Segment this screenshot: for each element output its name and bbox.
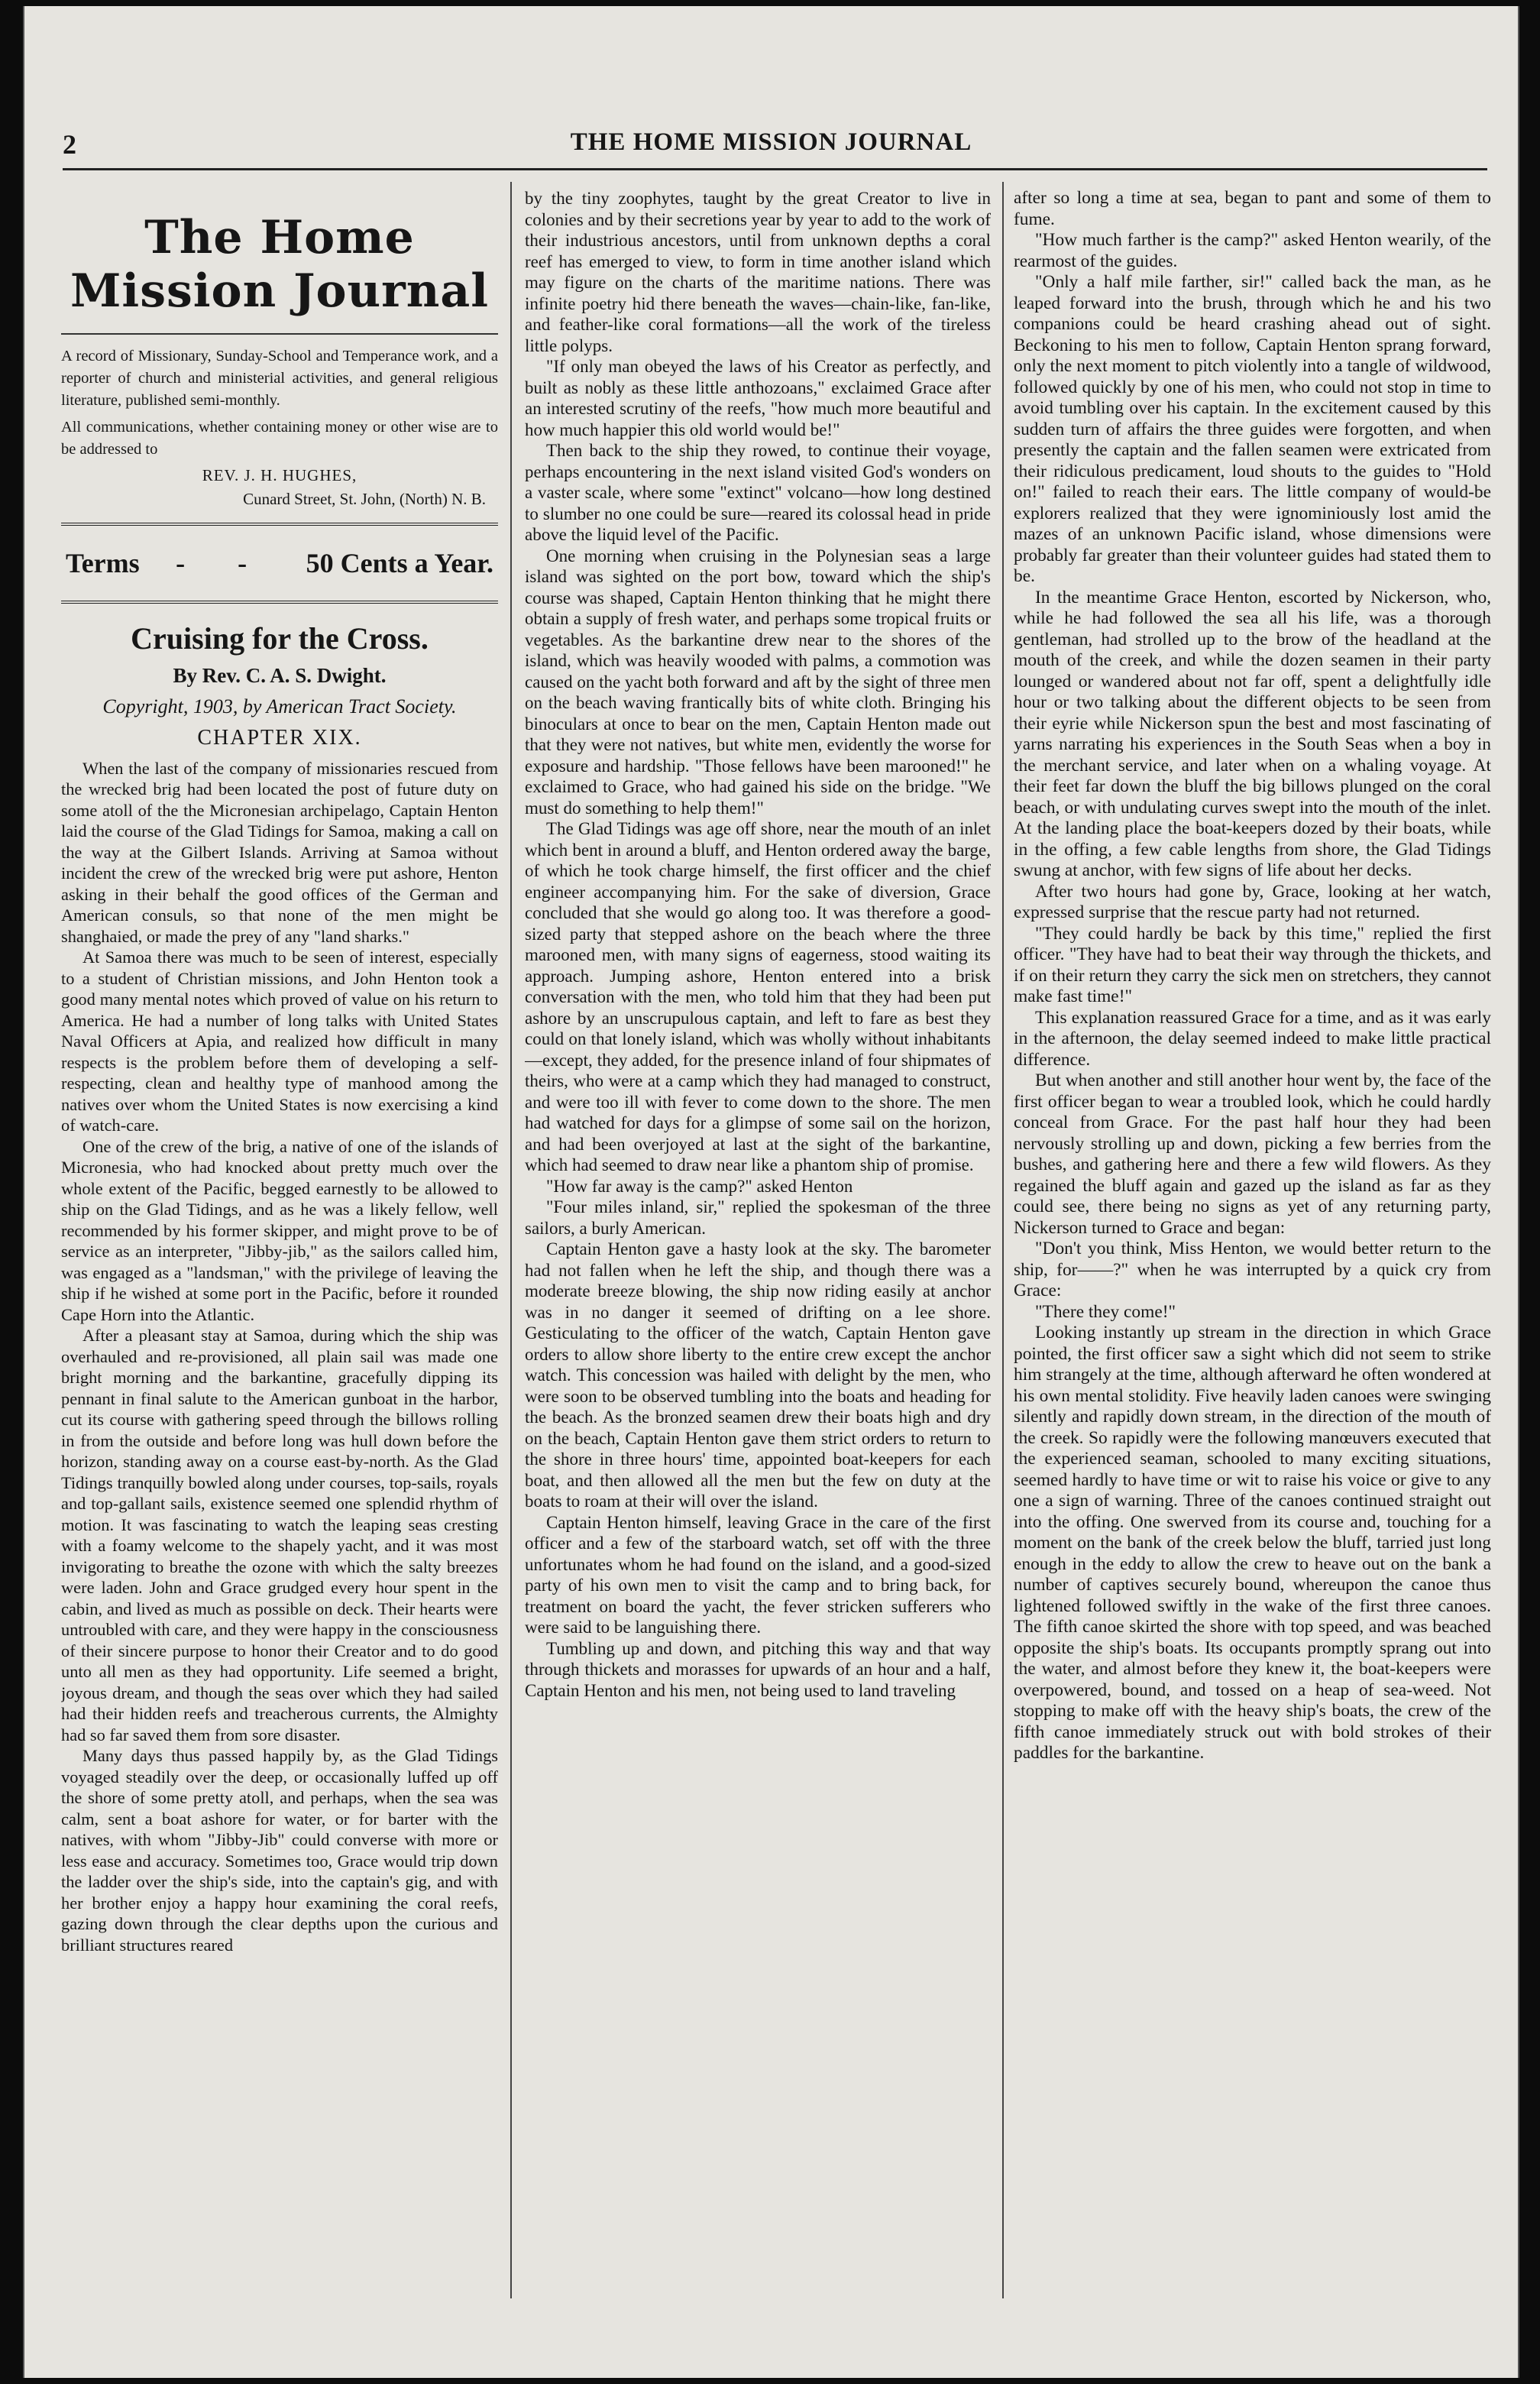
- paragraph: After a pleasant stay at Samoa, during which the ship was overhauled and re-provisioned, all plain sail was made one bright morning and the barkantine, gracefully dipping its pennant in final salute to the American gunboat in the harbor, cut its course with gathering speed through the billows rolling in from the outside and before long was hull down before the horizon, standing away on a course east-by-north. As the Glad Tidings tranquilly bowled along under courses, top-sails, royals and top-gallant sails, existence seemed one splendid rhythm of motion. It was fascinating to watch the leaping seas cresting with a foamy welcome to the shapely yacht, and it was most invigorating to breathe the ozone with which the salty breezes were laden. John and Grace grudged every hour spent in the cabin, and lived as much as possible on deck. Their hearts were untroubled with care, and they were happy in the consciousness of their sincere purpose to honor their Creator and to do good unto all men as they had opportunity. Life seemed a bright, joyous dream, and though the seas over which they had sailed had their hidden reefs and treacherous currents, the Almighty had so far saved them from sore disaster.: [61, 1326, 498, 1744]
- column-rule: [510, 182, 512, 2298]
- masthead-communications: All communications, whether containing money or other wise are to be addressed to: [61, 419, 498, 458]
- terms-label: Terms: [66, 547, 140, 578]
- header-rule: [63, 168, 1487, 170]
- running-title: THE HOME MISSION JOURNAL: [570, 128, 972, 156]
- paragraph: When the last of the company of missionaries rescued from the wrecked brig had been located the post of future duty on some atoll of the the Micronesian archipelago, Captain Henton laid the course of the Glad Tidings for Samoa, making a call on the way at the Gilbert Islands. Arriving at Samoa without incident the crew of the wrecked brig were put ashore, Henton asking in their behalf the good offices of the German and American consuls, so that none of the men might be shanghaied, or made the prey of any "land sharks.": [61, 758, 498, 946]
- terms-dashes: - -: [176, 547, 270, 578]
- paragraph: Many days thus passed happily by, as the Glad Tidings voyaged steadily over the deep, or occasionally luffed up off the shore of some pretty atoll, and perhaps, when the sea was calm, sent a boat ashore for water, or for barter with the natives, with whom "Jibby-Jib" could converse with more or less ease and accuracy. Sometimes too, Grace would trip down the ladder over the ship's side, into the captain's gig, and with her brother enjoy a happy hour examining the coral reefs, gazing down through the clear depths upon the curious and brilliant structures reared: [61, 1746, 498, 1955]
- terms-top-rule: [61, 523, 498, 526]
- paragraph: "How far away is the camp?" asked Henton: [546, 1176, 853, 1196]
- column-1: [61, 188, 498, 1955]
- paragraph: One morning when cruising in the Polynesian seas a large island was sighted on the port bow, toward which the ship's course was shaped, Captain Henton thinking that he might there obtain a supply of fresh water, and perhaps some tropical fruits or vegetables. As the barkantine drew near to the shores of the island, which was heavily wooded with palms, a commotion was caused on the yacht both forward and aft by the sight of three men on the beach waving frantically bits of white cloth. Bringing his binoculars at once to bear on the men, Captain Henton made out that they were not natives, but white men, evidently the worse for exposure and hardship. "Those fellows have been marooned!" he exclaimed to Grace, who had gained his side on the bridge. "We must do something to help them!": [525, 546, 991, 818]
- paragraph: "Only a half mile farther, sir!" called back the man, as he leaped forward into the brush, through which he and his two companions could be heard crashing ahead out of sight. Beckoning to his men to follow, Captain Henton sprang forward, only the next moment to pitch violently into a tangle of wildwood, followed quickly by one of his men, who could not stop in time to avoid tumbling over his captain. In the excitement caused by this sudden turn of affairs the three guides were forgotten, and when presently the captain and the fallen seamen were extricated from their ridiculous predicament, loud shouts to the guides to "Hold on!" failed to reach their ears. The little company of would-be explorers realized that they were ignominiously lost amid the mazes of an unknown Pacific island, whose dimensions were probably far greater than their volunteer guides had stated them to be.: [1014, 272, 1491, 586]
- paragraph: In the meantime Grace Henton, escorted by Nickerson, who, while he had followed the sea all his life, was a thorough gentleman, had strolled up to the brow of the headland at the mouth of the creek, and while the dozen seamen in their party lounged or wandered about not far off, spent a delightfully idle hour or two talking about the different objects to be seen from their eyrie while Nickerson spun the best and most fascinating of yarns narrating his experiences in the South Seas when a boy in the merchant service, and later when on a whaling voyage. At their feet far down the bluff the big billows plunged on the coral beach, or with undulating curves swept into the mouth of the inlet. At the landing place the boat-keepers dozed by their boats, while in the offing, a few cable lengths from shore, the Glad Tidings swung at anchor, with few signs of life about her decks.: [1014, 587, 1491, 880]
- paragraph: "There they come!": [1035, 1301, 1176, 1322]
- paragraph: This explanation reassured Grace for a time, and as it was early in the afternoon, the delay seemed indeed to make little practical difference.: [1014, 1007, 1491, 1070]
- article-byline: By Rev. C. A. S. Dwight.: [173, 663, 387, 687]
- masthead-rule: [61, 333, 498, 335]
- paragraph: "If only man obeyed the laws of his Creator as perfectly, and built as nobly as these little anthozoans," exclaimed Grace after an interested scrutiny of the reefs, "how much more beautiful and how much happier this old world would be!": [525, 357, 991, 439]
- paragraph: But when another and still another hour went by, the face of the first officer began to wear a troubled look, which he could hardly conceal from Grace. For the past half hour they had been nervously strolling up and down, picking a few berries from the bushes, and gathering here and there a few wild flowers. As they regained the bluff again and gazed up the island as far as they could see, there being no signs as yet of any returning party, Nickerson turned to Grace and began:: [1014, 1071, 1491, 1238]
- article-title: Cruising for the Cross.: [131, 620, 429, 656]
- masthead-description: A record of Missionary, Sunday-School and Temperance work, and a reporter of church and ministerial activities, and general religious literature, published semi-monthly.: [61, 348, 498, 410]
- terms-line: [61, 539, 498, 587]
- paragraph: The Glad Tidings was age off shore, near the mouth of an inlet which bent in around a bluff, and Henton ordered away the barge, of which he took charge himself, the first officer and the chief engineer accompanying him. For the sake of diversion, Grace concluded that she would go along too. It was therefore a good-sized party that stepped ashore on the beach where the three marooned men, with many signs of eagerness, stood waiting its approach. Jumping ashore, Henton entered into a brisk conversation with the men, who told him that they had been put ashore by an unscrupulous captain, and left to fare as best they could on that lonely island, which was wholly without inhabitants—except, they added, for the presence inland of four shipmates of theirs, who were at a camp which they had managed to construct, and were too ill with fever to come down to the shore. The men had watched for days for a glimpse of some sail on the horizon, and had been overjoyed at last at the sight of the barkantine, which had seemed to draw near like a phantom ship of promise.: [525, 819, 991, 1174]
- column-3: [1014, 188, 1491, 1764]
- paragraph: by the tiny zoophytes, taught by the great Creator to live in colonies and by their secretions year by year to add to the work of their industrious ancestors, until from unknown depths a coral reef has emerged to view, to form in time another island which may figure on the charts of the maritime nations. There was infinite poetry hid there beneath the waves—chain-like, fan-like, and feather-like coral formations—all the work of the tireless little polyps.: [525, 189, 991, 355]
- masthead-address: Cunard Street, St. John, (North) N. B.: [243, 489, 486, 508]
- paragraph: Looking instantly up stream in the direction in which Grace pointed, the first officer saw a sight which did not seem to strike him strangely at the time, although afterward he often wondered at his own mental stolidity. Five heavily laden canoes were swinging silently and rapidly down stream, in the direction of the mouth of the creek. So rapidly were the following manœuvers executed that the experienced seaman, schooled to many exciting situations, seemed hardly to have time or wit to raise his voice or give to any one a sign of warning. Three of the canoes continued straight out into the offing. One swerved from its course and, touching for a moment on the bank of the creek below the bluff, tarried just long enough in the eddy to allow the crew to heave out on the bank a number of captives securely bound, whereupon the canoe thus lightened followed swiftly in the wake of the first three canoes. The fifth canoe skirted the shore with top speed, and was beached opposite the ship's boats. Its occupants promptly sprang out into the water, and almost before they knew it, the boat-keepers were overpowered, bound, and tossed on a heap of sea-weed. Not stopping to make off with the heavy ship's boats, the crew of the fifth canoe immediately struck out with bold strokes of their paddles for the barkantine.: [1014, 1323, 1491, 1763]
- paragraph: One of the crew of the brig, a native of one of the islands of Micronesia, who had knocked about pretty much over the whole extent of the Pacific, begged earnestly to be allowed to ship on the Glad Tidings, and as he was a likely fellow, well recommended by his former skipper, and might prove to be of service as an interpreter, "Jibby-jib," as the sailors called him, was engaged as a "landsman," with the privilege of leaving the ship if he wished at some port in the Pacific, before it rounded Cape Horn into the Atlantic.: [61, 1136, 498, 1324]
- running-head: [24, 128, 1518, 167]
- paragraph: "How much farther is the camp?" asked Henton wearily, of the rearmost of the guides.: [1014, 230, 1491, 271]
- paragraph: Then back to the ship they rowed, to continue their voyage, perhaps encountering in the next island visited God's wonders on a vaster scale, where some "extinct" volcano—how long destined to slumber no one could be sure—reared its colossal head in pride above the liquid level of the Pacific.: [525, 441, 991, 544]
- article-body-col-2: [525, 188, 991, 1701]
- paragraph: Tumbling up and down, and pitching this way and that way through thickets and morasses for upwards of an hour and a half, Captain Henton and his men, not being used to land traveling: [525, 1638, 991, 1700]
- paragraph: "Don't you think, Miss Henton, we would better return to the ship, for——?" when he was interrupted by a quick cry from Grace:: [1014, 1239, 1491, 1301]
- terms-bottom-rule: [61, 601, 498, 604]
- paragraph: Captain Henton gave a hasty look at the sky. The barometer had not fallen when he left the ship, and though there was a moderate breeze blowing, the ship now riding easily at anchor was in no danger it seemed of drifting on a lee shore. Gesticulating to the officer of the watch, Captain Henton gave orders to allow shore liberty to the entire crew except the anchor watch. This concession was hailed with delight by the men, who were soon to be observed tumbling into the boats and heading for the beach. As the bronzed seamen drew their boats high and dry on the beach, Captain Henton gave them strict orders to return to the shore in three hours' time, appointed boat-keepers for each boat, and then allowed all the men but the few on duty at the boats to roam at their will over the island.: [525, 1239, 991, 1511]
- masthead-editor: REV. J. H. HUGHES,: [202, 465, 358, 484]
- masthead-title: The Home Mission Journal: [70, 211, 490, 318]
- article-body-col-1: [61, 758, 498, 1956]
- article-copyright: Copyright, 1903, by American Tract Society.: [102, 695, 457, 717]
- article-body-col-3: [1014, 188, 1491, 1764]
- newspaper-page: [23, 6, 1519, 2378]
- chapter-heading: CHAPTER XIX.: [197, 725, 362, 750]
- terms-price: 50 Cents a Year.: [306, 547, 493, 578]
- page-number: 2: [63, 129, 76, 160]
- paragraph: Captain Henton himself, leaving Grace in the care of the first officer and a few of the starboard watch, set off with the three unfortunates whom he had found on the island, and a good-sized party of his own men to visit the camp and to bring back, for treatment on board the yacht, the fever stricken sufferers who were said to be languishing there.: [525, 1512, 991, 1637]
- paragraph: after so long a time at sea, began to pant and some of them to fume.: [1014, 188, 1491, 229]
- paragraph: At Samoa there was much to be seen of interest, especially to a student of Christian missions, and John Henton took a good many mental notes which proved of value on his return to America. He had a number of long talks with United States Naval Officers at Apia, and realized how difficult in many respects is the problem before them of developing a self-respecting, clean and healthy type of manhood among the natives over whom the United States is now exercising a kind of watch-care.: [61, 947, 498, 1135]
- paragraph: "Four miles inland, sir," replied the spokesman of the three sailors, a burly American.: [525, 1197, 991, 1238]
- column-rule: [1002, 182, 1004, 2298]
- paragraph: "They could hardly be back by this time," replied the first officer. "They have had to beat their way through the thickets, and if on their return they carry the sick men on stretchers, they cannot make fast time!": [1014, 923, 1491, 1006]
- column-2: [525, 188, 991, 1701]
- paragraph: After two hours had gone by, Grace, looking at her watch, expressed surprise that the rescue party had not returned.: [1014, 881, 1491, 922]
